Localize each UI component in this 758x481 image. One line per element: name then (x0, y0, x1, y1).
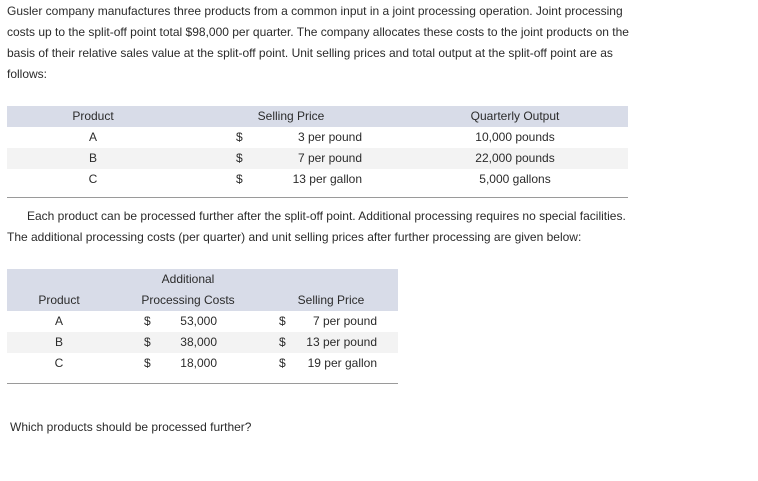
output-cell: 5,000 gallons (479, 172, 551, 186)
split-off-table (7, 106, 628, 198)
dollar-sign: $ (236, 151, 243, 165)
price-cell: 3 per pound (297, 130, 362, 144)
intro-paragraph: Gusler company manufactures three products from a common input in a joint processing operation. Joint processing costs up to the split-off point total $98,000 per quarter. The company allocates these costs to the joint products on the basis of their relative sales value at the split-off point. Unit selling prices and total output at the split-off point are as follows: (7, 4, 629, 81)
header-selling-price: Selling Price (297, 293, 365, 307)
product-cell: C (88, 172, 98, 186)
dollar-sign: $ (236, 130, 243, 144)
table-row (7, 148, 628, 169)
output-cell: 22,000 pounds (475, 151, 555, 165)
table-row (7, 169, 628, 190)
price-cell: 13 per pound (306, 335, 377, 349)
header-processing-costs: Processing Costs (141, 293, 235, 307)
price-cell: 7 per pound (312, 314, 377, 328)
header-additional: Additional (161, 272, 215, 286)
table-bottom-rule (7, 197, 628, 198)
dollar-sign: $ (279, 314, 286, 328)
product-cell: B (88, 151, 97, 165)
cost-cell: 53,000 (180, 314, 217, 328)
table-header-row (7, 269, 398, 290)
table-row (7, 332, 398, 353)
table-row (7, 353, 398, 374)
table-row (7, 311, 398, 332)
table-header-row (7, 106, 628, 127)
dollar-sign: $ (144, 356, 151, 370)
dollar-sign: $ (236, 172, 243, 186)
product-cell: C (54, 356, 64, 370)
cost-cell: 38,000 (180, 335, 217, 349)
further-processing-paragraph: Each product can be processed further after the split-off point. Additional processing requires no special facilities. The additional processing costs (per quarter) and unit selling prices after further processing are given below: (7, 209, 626, 244)
product-cell: A (88, 130, 97, 144)
price-cell: 13 per gallon (292, 172, 362, 186)
product-cell: B (54, 335, 63, 349)
dollar-sign: $ (144, 314, 151, 328)
table-row (7, 127, 628, 148)
further-processing-table (7, 269, 398, 384)
price-cell: 19 per gallon (307, 356, 377, 370)
header-selling-price: Selling Price (257, 109, 325, 123)
dollar-sign: $ (279, 356, 286, 370)
dollar-sign: $ (279, 335, 286, 349)
header-product: Product (38, 293, 80, 307)
question-text: Which products should be processed further? (10, 420, 252, 434)
cost-cell: 18,000 (180, 356, 217, 370)
price-cell: 7 per pound (297, 151, 362, 165)
product-cell: A (54, 314, 63, 328)
output-cell: 10,000 pounds (475, 130, 555, 144)
table-header-row (7, 290, 398, 311)
header-product: Product (72, 109, 114, 123)
table-bottom-rule (7, 383, 398, 384)
dollar-sign: $ (144, 335, 151, 349)
header-quarterly-output: Quarterly Output (470, 109, 560, 123)
